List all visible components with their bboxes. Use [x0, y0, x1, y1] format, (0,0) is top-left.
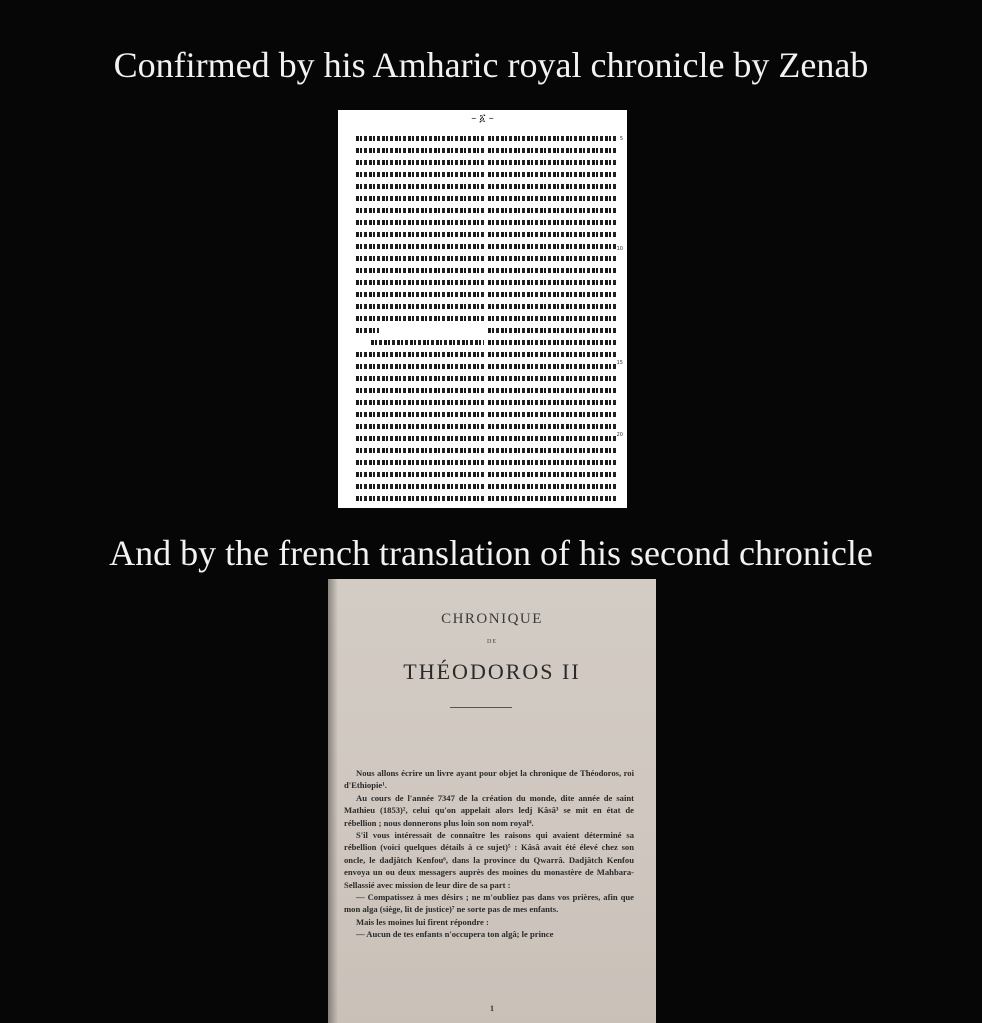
- ink-stroke: [488, 376, 616, 381]
- amharic-script-line: [356, 372, 484, 384]
- ink-stroke: [356, 232, 484, 237]
- ink-stroke: [488, 256, 616, 261]
- amharic-script-line: [356, 168, 484, 180]
- ink-stroke: [488, 232, 616, 237]
- amharic-script-line: [488, 384, 616, 396]
- amharic-script-line: [356, 468, 484, 480]
- ink-stroke: [356, 424, 484, 429]
- amharic-script-line: [488, 300, 616, 312]
- body-paragraph: Au cours de l'année 7347 de la création du monde, dite année de saint Mathieu (1853)², celui qu'on appelait alors ledj Kâsâ³ se mit en état de rébellion ; nous donnerons plus loin son nom royal⁴.: [344, 792, 634, 828]
- amharic-script-line: [488, 180, 616, 192]
- ink-stroke: [356, 244, 484, 249]
- ink-stroke: [356, 292, 484, 297]
- ink-stroke: [488, 160, 616, 165]
- amharic-script-line: [356, 480, 484, 492]
- ink-stroke: [488, 208, 616, 213]
- ink-stroke: [356, 472, 484, 477]
- amharic-script-line: [356, 180, 484, 192]
- amharic-script-line: [356, 192, 484, 204]
- ink-stroke: [488, 400, 616, 405]
- body-paragraph: — Aucun de tes enfants n'occupera ton algâ; le prince: [356, 929, 554, 940]
- amharic-script-line: [356, 156, 484, 168]
- amharic-script-line: [488, 360, 616, 372]
- amharic-chronicle-page: [338, 110, 627, 508]
- amharic-script-line: [488, 372, 616, 384]
- ink-stroke: [356, 256, 484, 261]
- amharic-script-line: [356, 408, 484, 420]
- amharic-script-line: [356, 456, 484, 468]
- ink-stroke: [488, 280, 616, 285]
- ink-stroke: [488, 328, 616, 333]
- ink-stroke: [488, 184, 616, 189]
- ink-stroke: [356, 484, 484, 489]
- amharic-script-line: [488, 264, 616, 276]
- ink-stroke: [488, 340, 616, 345]
- amharic-script-line: [356, 396, 484, 408]
- ink-stroke: [488, 196, 616, 201]
- amharic-script-line: [488, 192, 616, 204]
- amharic-script-line: [488, 168, 616, 180]
- amharic-page-number: – ፩ –: [471, 113, 494, 124]
- ink-stroke: [488, 268, 616, 273]
- ink-stroke: [488, 220, 616, 225]
- body-paragraph: Nous allons écrire un livre ayant pour objet la chronique de Théodoros, roi d'Ethiopie¹.: [344, 768, 634, 791]
- amharic-script-line: [356, 420, 484, 432]
- ink-stroke: [488, 304, 616, 309]
- amharic-script-line: [488, 408, 616, 420]
- ink-stroke: [356, 352, 484, 357]
- ink-stroke: [356, 172, 484, 177]
- amharic-script-line: [356, 216, 484, 228]
- ink-stroke: [356, 304, 484, 309]
- amharic-script-line: [488, 336, 616, 348]
- amharic-text-column-left: [356, 132, 484, 504]
- ink-stroke: [488, 388, 616, 393]
- ink-stroke: [356, 496, 484, 501]
- amharic-script-line: [356, 276, 484, 288]
- ink-stroke: [488, 472, 616, 477]
- page-gutter-shadow: [328, 579, 338, 1023]
- amharic-script-line: [488, 156, 616, 168]
- chronicle-heading: CHRONIQUE: [441, 611, 543, 627]
- amharic-script-line: [488, 492, 616, 504]
- ink-stroke: [356, 436, 484, 441]
- body-paragraph: Mais les moines lui firent répondre :: [356, 916, 489, 927]
- amharic-script-line: [356, 144, 484, 156]
- ink-stroke: [488, 352, 616, 357]
- ink-stroke: [488, 496, 616, 501]
- amharic-script-line: [488, 468, 616, 480]
- amharic-script-line: [356, 360, 484, 372]
- ink-stroke: [356, 388, 484, 393]
- amharic-script-line: [488, 228, 616, 240]
- ink-stroke: [356, 208, 484, 213]
- amharic-script-line: [356, 264, 484, 276]
- ink-stroke: [371, 340, 484, 345]
- ink-stroke: [356, 412, 484, 417]
- amharic-script-line: [356, 324, 484, 336]
- ink-stroke: [488, 316, 616, 321]
- ink-stroke: [488, 148, 616, 153]
- chronicle-title: THÉODOROS II: [403, 659, 581, 684]
- ink-stroke: [356, 220, 484, 225]
- amharic-script-line: [488, 312, 616, 324]
- amharic-script-line: [356, 336, 484, 348]
- margin-line-number: 15: [616, 360, 623, 366]
- ink-stroke: [356, 184, 484, 189]
- amharic-script-line: [488, 144, 616, 156]
- ink-stroke: [356, 148, 484, 153]
- amharic-script-line: [488, 480, 616, 492]
- amharic-script-line: [488, 276, 616, 288]
- ink-stroke: [356, 460, 484, 465]
- ink-stroke: [356, 268, 484, 273]
- ink-stroke: [488, 172, 616, 177]
- ink-stroke: [356, 376, 484, 381]
- amharic-text-column-right: [488, 132, 616, 504]
- bottom-caption: And by the french translation of his second chronicle: [109, 533, 873, 573]
- body-paragraph: S'il vous intéressait de connaître les raisons qui avaient déterminé sa rébellion (voici quelques détails à ce sujet)⁵ : Kâsâ avait été élevé chez son oncle, le dadjâtch Kenfou⁶, dans la province du Qwarrâ. Dadjâtch Kenfou envoya un ou deux messagers auprès des moines du monastère de Mahbara-Sellassié avec mission de leur dire de sa part :: [344, 830, 634, 890]
- amharic-script-line: [488, 432, 616, 444]
- ink-stroke: [488, 448, 616, 453]
- body-paragraph: — Compatissez à mes désirs ; ne m'oubliez pas dans vos prières, afin que mon alga (siège, lit de justice)⁷ ne sorte pas de mes enfants.: [344, 892, 634, 915]
- amharic-script-line: [356, 312, 484, 324]
- ink-stroke: [488, 436, 616, 441]
- top-caption: Confirmed by his Amharic royal chronicle by Zenab: [113, 45, 869, 85]
- ink-stroke: [356, 448, 484, 453]
- amharic-script-line: [488, 324, 616, 336]
- amharic-script-line: [356, 252, 484, 264]
- amharic-script-line: [488, 216, 616, 228]
- ink-stroke: [356, 196, 484, 201]
- amharic-script-line: [356, 444, 484, 456]
- amharic-script-line: [488, 288, 616, 300]
- ink-stroke: [488, 412, 616, 417]
- ink-stroke: [488, 484, 616, 489]
- margin-line-number: 10: [616, 246, 623, 252]
- ink-stroke: [488, 424, 616, 429]
- amharic-script-line: [356, 348, 484, 360]
- ink-stroke: [356, 280, 484, 285]
- ink-stroke: [356, 136, 484, 141]
- ink-stroke: [488, 364, 616, 369]
- amharic-script-line: [356, 300, 484, 312]
- amharic-script-line: [488, 240, 616, 252]
- chronicle-body: [344, 767, 634, 941]
- amharic-script-line: [488, 420, 616, 432]
- amharic-script-line: [488, 456, 616, 468]
- amharic-script-line: [356, 132, 484, 144]
- amharic-script-line: [488, 348, 616, 360]
- margin-line-number: 20: [616, 432, 623, 438]
- french-chronicle-page: [328, 579, 656, 1023]
- ink-stroke: [488, 244, 616, 249]
- ink-stroke: [488, 292, 616, 297]
- amharic-script-line: [356, 492, 484, 504]
- margin-line-number: 5: [619, 136, 623, 142]
- ink-stroke: [356, 160, 484, 165]
- amharic-script-line: [356, 384, 484, 396]
- ink-stroke: [488, 136, 616, 141]
- ink-stroke: [356, 400, 484, 405]
- amharic-script-line: [488, 132, 616, 144]
- ink-stroke: [488, 460, 616, 465]
- amharic-script-line: [488, 252, 616, 264]
- title-rule: [450, 707, 512, 708]
- ink-stroke: [356, 316, 484, 321]
- ink-stroke: [356, 328, 379, 333]
- amharic-script-line: [488, 204, 616, 216]
- amharic-script-line: [488, 396, 616, 408]
- amharic-script-line: [356, 204, 484, 216]
- amharic-script-line: [356, 228, 484, 240]
- amharic-script-line: [356, 288, 484, 300]
- amharic-script-line: [356, 240, 484, 252]
- ink-stroke: [356, 364, 484, 369]
- amharic-script-line: [356, 432, 484, 444]
- chronicle-de: DE: [487, 639, 497, 645]
- french-page-number: 1: [490, 1004, 494, 1013]
- amharic-script-line: [488, 444, 616, 456]
